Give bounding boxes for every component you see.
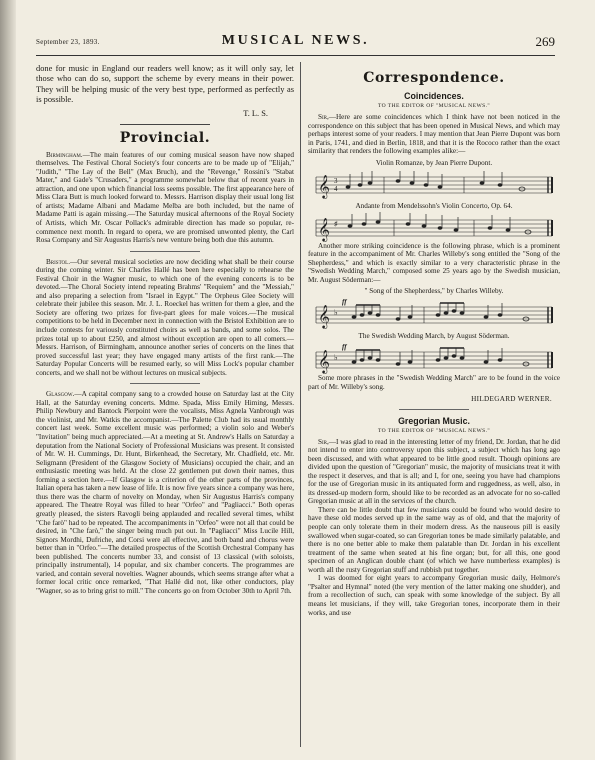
music-staff-2 [314, 212, 554, 242]
intro-signature: T. L. S. [243, 108, 268, 118]
svg-text:4: 4 [334, 184, 338, 193]
svg-text:ff: ff [342, 298, 347, 307]
birmingham-place: Birmingham. [46, 150, 83, 159]
svg-text:♭: ♭ [334, 308, 338, 318]
glasgow-text: —A capital company sang to a crowded house on Saturday last at the City Hall, at the Saturday evening concerts. Mdme. Spada, Miss Emily Himing, Messrs. Philip Newbury and Bantock Pierpoint were the vocalists, Miss Agnela Vanbrough was the violinist, and Mr. Watkis the accompanist.—The Palette Club had its usual monthly concert last week. Some excellent music was performed; a violin solo and Weber's "Invitation" being much appreciated.—At a meeting at St. Andrew's Halls on Saturday a deputation from the National Society of Professional Musicians was present. It consisted of Mr. W. H. Cummings, Dr. Hunt, Birkenhead, the Secretary, Mr. Chadfield, etc. Mr. Seligmann (President of the Glasgow Society of Musicians) occupied the chair, and an enthusiastic meeting was held. At the close 22 gentlemen put down their names, thus forming a section here.—If Glasgow is a criterion of the other parts of the provinces, Italian opera has taken a new lease of life. It is now five years since a company was here, thus there was the charm of novelty on Monday, when Sir Augustus Harris's company appeared. The Theatre Royal was filled to hear "Orfeo" and "Pagliacci." Both operas greatly pleased, the sisters Ravogli being applauded and recalled several times, whilst "Che farò" had to be repeated. The accompaniments in "Orfeo" were not all that could be desired, in "Che farò," the singer being much put out. In "Pagliacci" Miss Lucile Hill, Signors Mordhi, Dufriche, and Corsi were all effective, and both band and chorus were better than in "Orfeo."—The detailed prospectus of the Scottish Orchestral Company has been published. The concerts number 33, and consist of 13 classical (with soloists, principally instrumental), 14 popular, and six chamber concerts. The programmes are varied, and contain several novelties. Wagner abounds, which seems strange after what a former local critic once remarked, "That Hallé did not, like other conductors, play "Wagner, so as to bring grist to mill." The concerts go on from October 30th to April 7th. [36, 390, 294, 595]
example-caption-1: Violin Romanze, by Jean Pierre Dupont. [375, 158, 493, 167]
music-staff-4 [314, 342, 554, 374]
svg-text:𝄞: 𝄞 [318, 349, 330, 374]
bristol-text: —Our several musical societies are now deciding what shall be their course during the coming winter. Sir Charles Hallé has been here especially to rehearse the Festival Choir in the Wagner music, to which one of the evening concerts is to be devoted.—The Choral Society intend repeating Brahms' "Requiem" and the "Messiah," and also preparing a selection from "Israel in Egypt." The Orpheus Glee Society will celebrate their jubilee this season. Mr. J. L. Roeckel has written for them a glee, and the Society are offering two prizes for five-part glees for male voices.—The musical competitions to be held in December next in connection with the Bristol Exhibition are to include contests for variously constituted choirs as well as bands, and some solos. The prizes total up to about £250, and almost without exception are open to all comers.—Messrs. Harrison, of Birmingham, announce another series of concerts on the lines that proved successful last year; they have engaged many artists of the first rank.—The Saturday Popular Concerts will be resumed early, so will Miss Lock's popular chamber concerts, and we shall not be without lectures on musical subjects. [36, 257, 294, 377]
gregorian-para-1-text: —I was glad to read in the interesting letter of my friend, Dr. Jordan, that he did not intend to enter into controversy upon this subject, a subject which has long ago been discussed, and with what appeared to be little good result. Though opinions are divided upon the question of "Gregorian" music, the majority of musicians treat it with the respect it deserves, and that is all; and I, for one, seeing you have had champions for the use of Gregorian music in its antiquated form and ruggedness, as well, also, in its dressed-up modern form, should like to be recorded as an advocate for no so-called Gregorian music at all in the services of the church. [308, 437, 560, 506]
intro-paragraph: done for music in England our readers well know; as it will only say, let those who can do so, support the scheme by every means in their power. They will be helping music of the very best type, performed as perfectly as is possible. [36, 64, 294, 105]
issue-date: September 23, 1893. [36, 38, 100, 46]
coincidences-para-2: Another more striking coincidence is the following phrase, which is a prominent feature in the accompaniment of Mr. Charles Willeby's song entitled the "Song of the Shepherdess," and which is exactly similar to a very characteristic phrase in the "Swedish Wedding March," composed some 25 years ago by the Swedish musician, Mr. August Söderman:— [308, 241, 560, 284]
left-column [36, 64, 294, 595]
svg-text:♯: ♯ [334, 219, 338, 228]
svg-text:𝄞: 𝄞 [318, 304, 330, 329]
svg-text:𝄞: 𝄞 [318, 216, 330, 241]
music-staff-1 [314, 169, 554, 199]
svg-text:ff: ff [342, 343, 347, 352]
section-rule [120, 124, 210, 125]
coincidences-title: Coincidences. [404, 91, 464, 101]
salutation: Sir, [318, 113, 329, 121]
separator [130, 251, 200, 252]
gregorian-title: Gregorian Music. [398, 415, 470, 426]
example-caption-4: The Swedish Wedding March, by August Söderman. [358, 332, 510, 341]
correspondence-heading: Correspondence. [363, 70, 505, 86]
letter-signature: HILDEGARD WERNER. [471, 394, 552, 403]
header-rule [36, 55, 555, 56]
gregorian-para-1 [308, 438, 560, 506]
coincidences-para-1-text: —Here are some coincidences which I think have not been noticed in the correspondence on this subject that has been opened in Musical News, and which may perhaps interest some of your readers. I may mention that Jean Pierre Dupont was born in Paris, 1741, and died in Berlin, 1818, and that it is the Rococo rather than the exact similarity that renders the following examples alike:— [308, 113, 560, 156]
provincial-heading: Provincial. [119, 129, 211, 146]
to-editor-line: TO THE EDITOR OF "MUSICAL NEWS." [377, 427, 491, 434]
gregorian-para-2: There can be little doubt that few musicians could be found who would desire to have these old modes served up in the same way as of old, and that the majority of people can only tolerate them in their modern dress. As the nauseous pill is easily swallowed when sugar-coated, so can Gregorian tones be made similarly palatable, and there is no one better able to make them palatable than Dr. Jordan in his excellent treatment of the same when seated at his fine organ; but, for all this, one good specimen of an Anglican double chant (of which we have numberless examples) is worth all the rusty Gregorian stuff and rubbish put together. [308, 505, 560, 574]
running-header [36, 34, 555, 52]
salutation: Sir, [318, 437, 329, 446]
right-column [308, 64, 560, 617]
coincidences-para-1 [308, 113, 560, 156]
svg-text:♭: ♭ [334, 353, 338, 363]
birmingham-report [36, 151, 294, 245]
coincidences-para-3: Some more phrases in the "Swedish Wedding March" are to be found in the voice part of Mr. Willeby's song. [308, 374, 560, 392]
separator [399, 409, 469, 410]
svg-text:𝄞: 𝄞 [318, 173, 330, 198]
svg-text:3: 3 [334, 176, 338, 185]
example-caption-2: Andante from Mendelssohn's Violin Concerto, Op. 64. [355, 201, 513, 210]
example-caption-3: " Song of the Shepherdess," by Charles Willeby. [364, 287, 504, 296]
gregorian-para-3: I was doomed for eight years to accompany Gregorian music daily, Helmore's "Psalter and Hymnal" noted (the very mention of the latter making one shudder), and from a recollection of such, can speak with some knowledge of the subject. By all means let musicians, if they will, take Gregorian tones, incorporate them in their works, and use [308, 574, 560, 617]
bristol-report [36, 258, 294, 378]
column-divider [300, 62, 301, 747]
music-staff-3 [314, 297, 554, 329]
glasgow-report [36, 390, 294, 595]
bristol-place: Bristol. [46, 257, 71, 266]
book-binding [0, 0, 16, 760]
separator [130, 383, 200, 384]
publication-title: MUSICAL NEWS. [221, 33, 370, 48]
to-editor-line: TO THE EDITOR OF "MUSICAL NEWS." [377, 103, 491, 109]
page-number: 269 [535, 34, 555, 49]
birmingham-text: —The main features of our coming musical season have now shaped themselves. The Festival Choral Society's four concerts are to be made up of "Elijah," "Judith," "The Lay of the Bell" (Max Bruch), and the "Revenge," Rossini's "Stabat Mater," and Gade's "Crusaders," a programme somewhat below that of recent years in attraction, and one upon which financial loss seems possible. The first appearance here of Miss Clara Butt is much looked forward to. Messrs. Harrison display their usual long list of artists; Madame Albani and Madame Melba are both included, but the name of Madame Patti is again missing.—The Saturday musical afternoons of the Royal Society of Artists, which Mr. Oscar Pollack's admirable direction has made so popular, re-commence next month. In regard to opera, we are promised unwonted plenty, the Carl Rosa Company and Sir Augustus Harris's new venture being both due this autumn. [36, 150, 294, 245]
glasgow-place: Glasgow. [46, 390, 75, 399]
